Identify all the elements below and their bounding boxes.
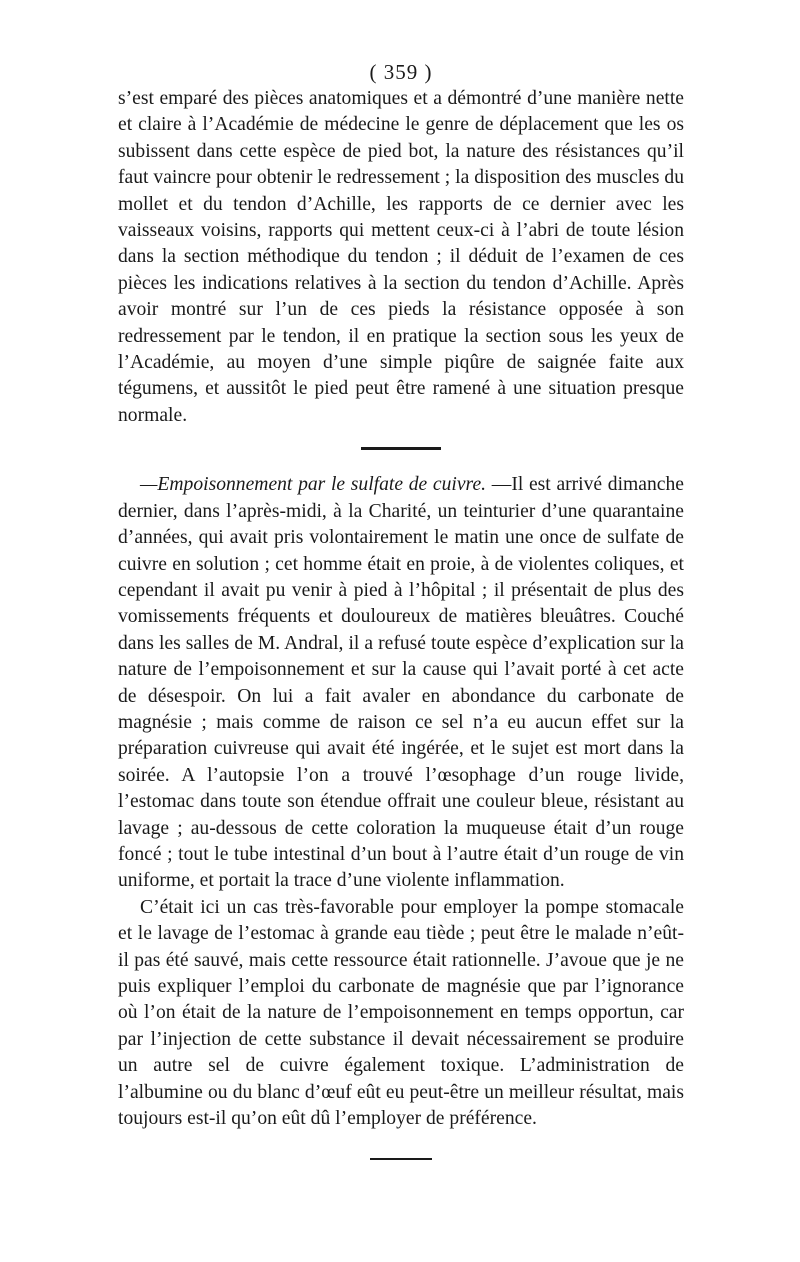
paragraph-achilles-tendon: s’est emparé des pièces anatomiques et a démontré d’une manière nette et claire à l’Académie de médecine le genre de déplacement que les os subissent dans cette espèce de pied bot, la nature des résistances qu’il faut vaincre pour obtenir le redressement ; la disposition des muscles du mollet et du tendon d’Achille, les rapports de ce dernier avec les vaisseaux voisins, rapports qui mettent ceux-ci à l’abri de toute lésion dans la section méthodique du tendon ; il déduit de l’examen de ces pièces les indications relatives à la section du tendon d’Achille. Après avoir montré sur l’un de ces pieds la résistance opposée à son redressement par le tendon, il en pratique la section sous les yeux de l’Académie, au moyen d’une simple piqûre de saignée faite aux tégumens, et aussitôt le pied peut être ramené à une situation presque normale. <box>118 88 684 426</box>
page-number: ( 359 ) <box>369 60 433 84</box>
article-title: —Empoisonnement par le sulfate de cuivre. <box>140 474 487 496</box>
paragraph-copper-poisoning <box>118 472 684 895</box>
section-divider <box>361 447 441 450</box>
book-page <box>118 58 684 1160</box>
paragraph-commentary: C’était ici un cas très-favorable pour employer la pompe stomacale et le lavage de l’estomac à grande eau tiède ; peut être le malade n’eût-il pas été sauvé, mais cette ressource était rationnelle. J’avoue que je ne puis expliquer l’emploi du carbonate de magnésie que par l’ignorance où l’on était de la nature de l’empoisonnement en temps opportun, car par l’injection de cette substance il devait nécessairement se produire un autre sel de cuivre également toxique. L’administration de l’albumine ou du blanc d’œuf eût eu peut-être un meilleur résultat, mais toujours est-il qu’on eût dû l’employer de préférence. <box>118 896 684 1130</box>
article-body: —Il est arrivé dimanche dernier, dans l’après-midi, à la Charité, un teinturier d’une quarantaine d’années, qui avait pris volontairement le matin une once de sulfate de cuivre en solution ; cet homme était en proie, à de violentes coliques, et cependant il avait pu venir à pied à l’hôpital ; il présentait de plus des vomissements fréquents et douloureux de matières bleuâtres. Couché dans les salles de M. Andral, il a refusé toute espèce d’explication sur la nature de l’empoisonnement et sur la cause qui l’avait porté à cet acte de désespoir. On lui a fait avaler en abondance du carbonate de magnésie ; mais comme de raison ce sel n’a eu aucun effet sur la préparation cuivreuse qui avait été ingérée, et le sujet est mort dans la soirée. A l’autopsie l’on a trouvé l’œsophage d’un rouge livide, l’estomac dans toute son étendue offrait une couleur bleue, résistant au lavage ; au-dessous de cette coloration la muqueuse était d’un rouge foncé ; tout le tube intestinal d’un bout à l’autre était d’un rouge de vin uniforme, et portait la trace d’une violente inflammation. <box>118 474 684 892</box>
end-divider <box>370 1158 432 1160</box>
